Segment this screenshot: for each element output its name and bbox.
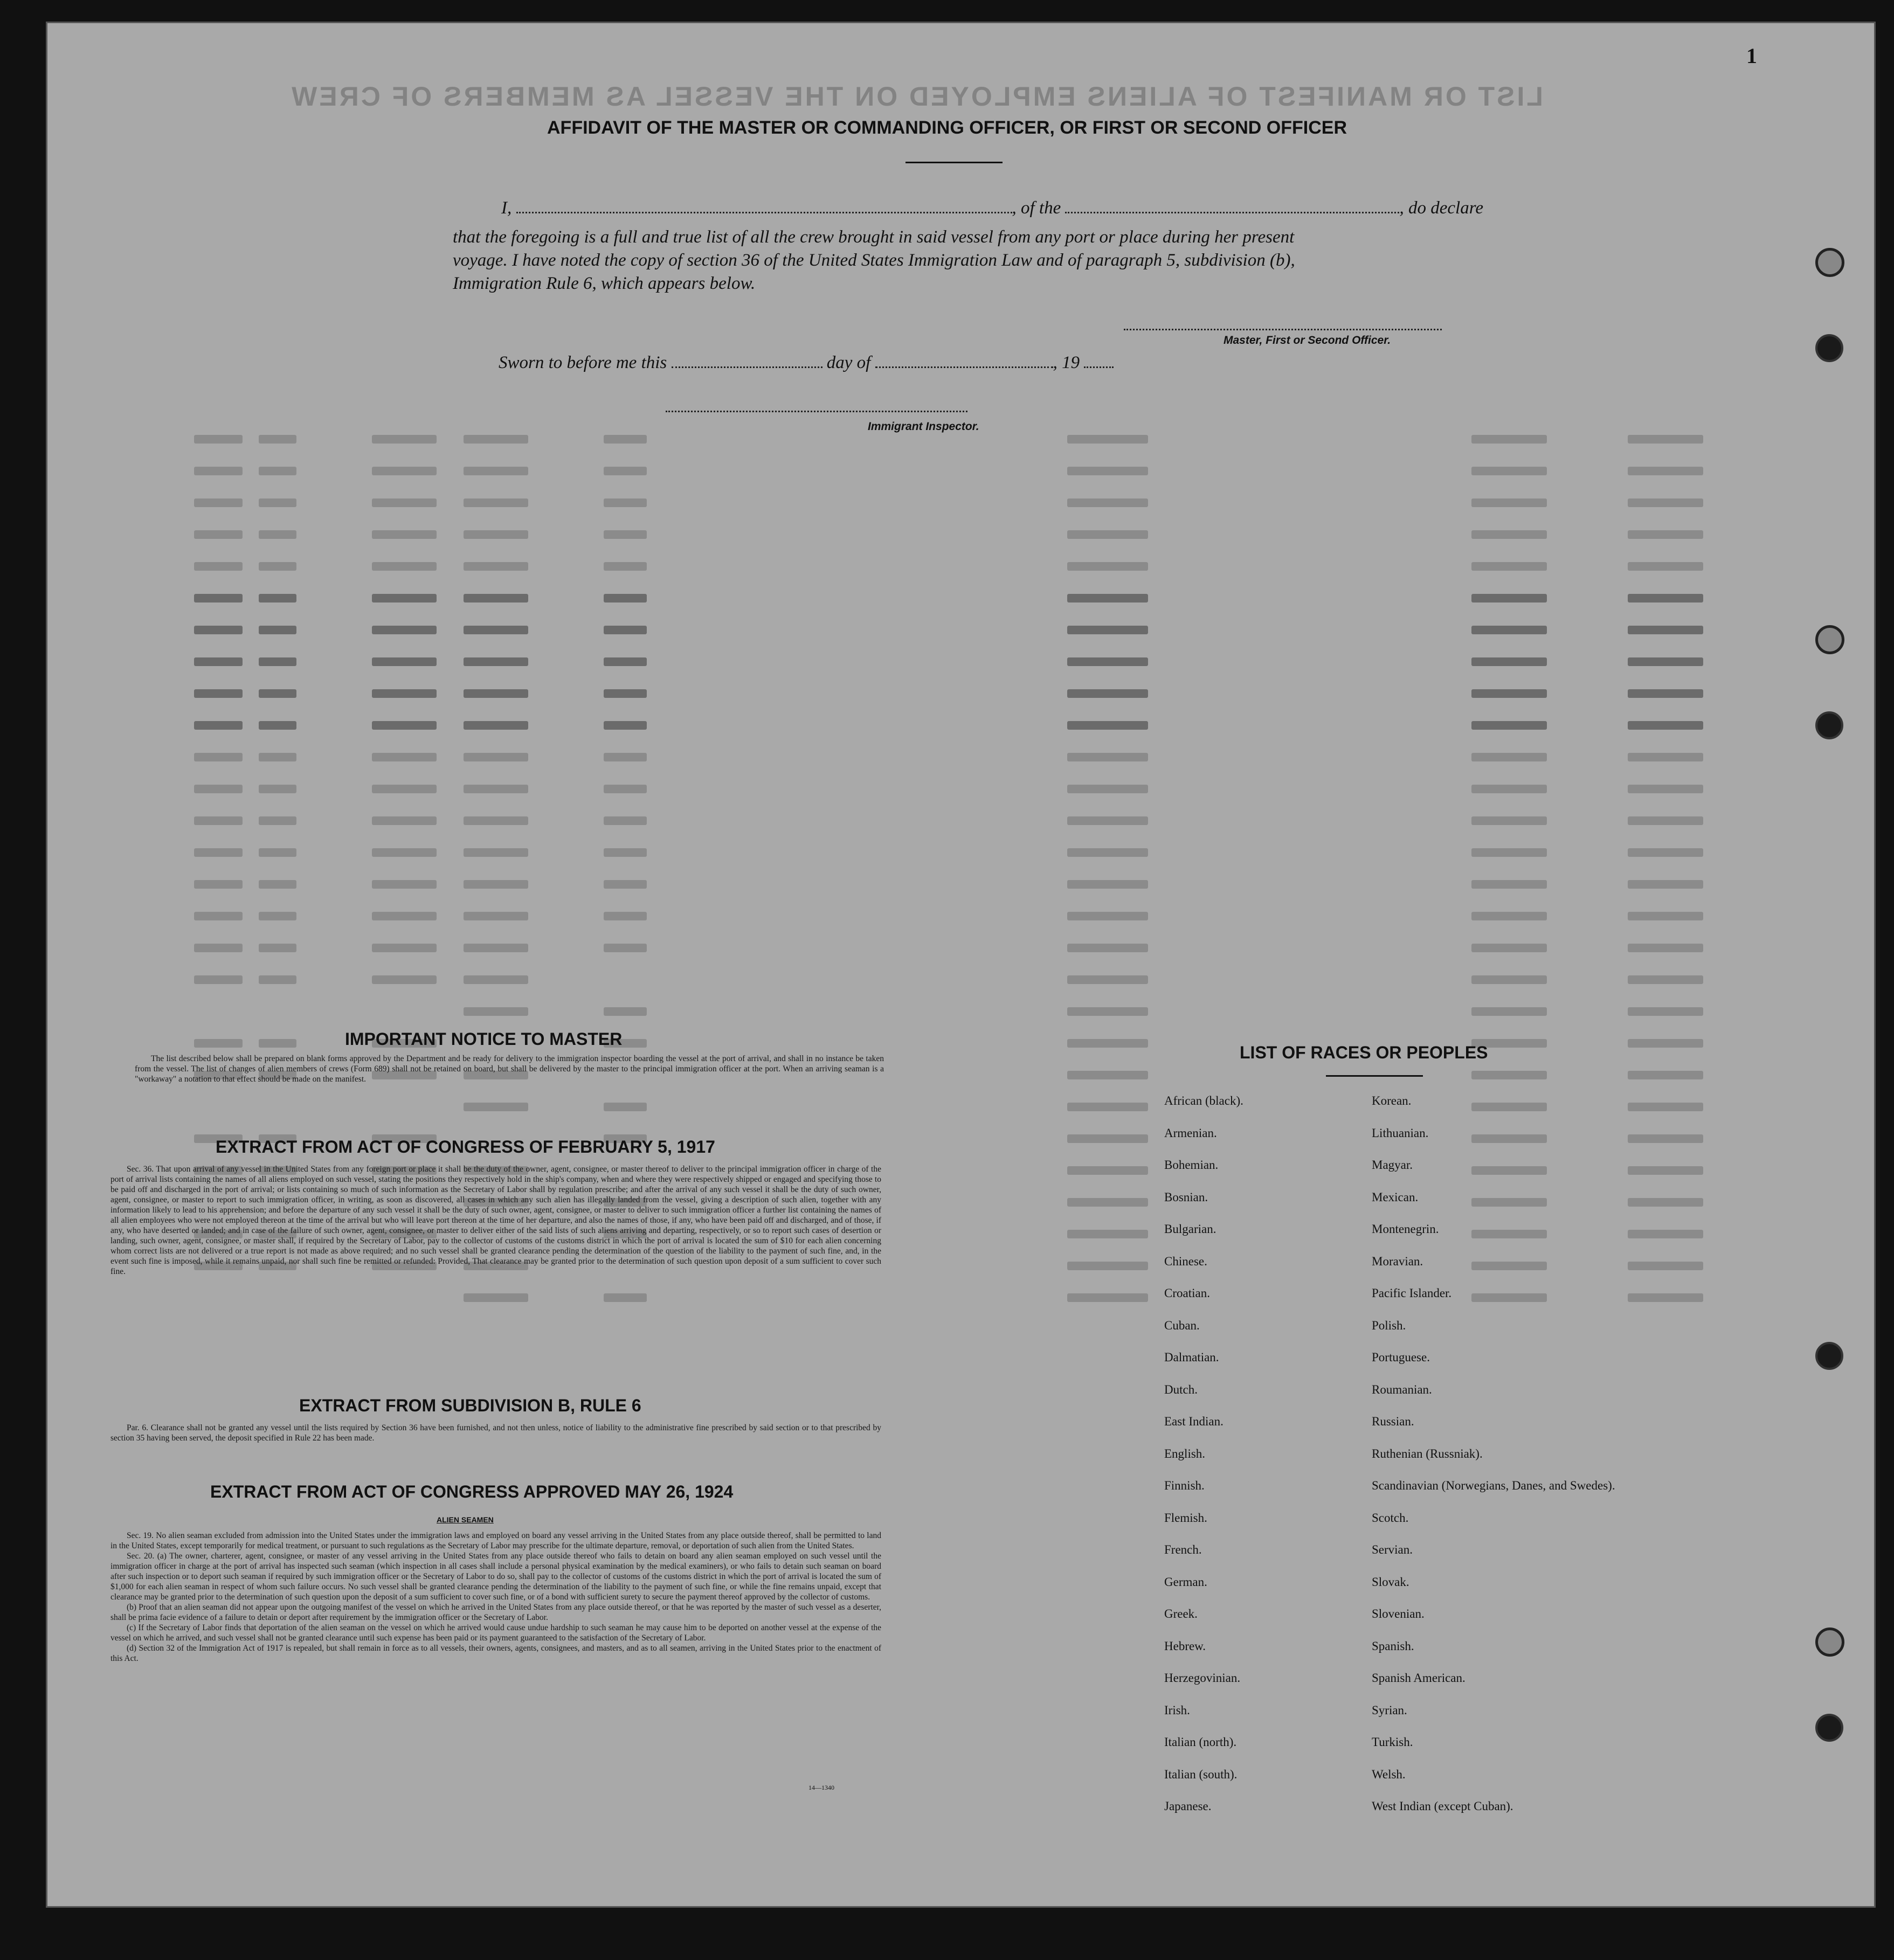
bleed-through-mark [259, 753, 296, 761]
race-entry: Montenegrin. [1372, 1222, 1439, 1236]
bleed-through-mark [259, 785, 296, 793]
bleed-through-mark [1067, 498, 1148, 507]
bleed-through-mark [604, 689, 647, 698]
bleed-through-mark [1067, 1262, 1148, 1270]
bleed-through-mark [604, 721, 647, 730]
bleed-through-mark [259, 816, 296, 825]
bleed-through-mark [1067, 944, 1148, 952]
bleed-through-mark [464, 626, 528, 634]
race-entry: Bosnian. [1164, 1190, 1208, 1204]
extract-rule6-heading: EXTRACT FROM SUBDIVISION B, RULE 6 [299, 1396, 641, 1415]
bleed-through-mark [1628, 562, 1703, 571]
bleed-through-mark [464, 435, 528, 444]
bleed-through-mark [604, 1293, 647, 1302]
race-entry: Bohemian. [1164, 1158, 1219, 1172]
page-number: 1 [1746, 44, 1757, 68]
signature-blank [1124, 329, 1442, 331]
bleed-through-mark [1471, 498, 1547, 507]
declarant-name-blank [516, 199, 1012, 213]
race-entry: Servian. [1372, 1543, 1413, 1556]
bleed-through-mark [1628, 785, 1703, 793]
affidavit-line-4: Immigration Rule 6, which appears below. [453, 274, 756, 293]
bleed-through-mark [464, 721, 528, 730]
bleed-through-mark [1471, 594, 1547, 602]
bleed-through-mark [194, 753, 243, 761]
extract-1924-heading: EXTRACT FROM ACT OF CONGRESS APPROVED MAY 26, 1924 [210, 1482, 734, 1501]
race-entry: Portuguese. [1372, 1350, 1430, 1364]
bleed-through-mark [372, 848, 437, 857]
race-entry: Scandinavian (Norwegians, Danes, and Swedes). [1372, 1479, 1615, 1492]
bleed-through-mark [194, 721, 243, 730]
race-entry: Polish. [1372, 1318, 1406, 1332]
bleed-through-mark [194, 880, 243, 889]
sec20b-text: (b) Proof that an alien seaman did not appear upon the outgoing manifest of the vessel on which he arrived in the United States from any place outside thereof, or that he was reported by the master of such vessel as a deserter, shall be prima facie evidence of a failure to detain or deport after requirement by the immigration officer or the Secretary of Labor. [110, 1603, 881, 1622]
bleed-through-mark [1628, 467, 1703, 475]
inspector-blank [666, 411, 967, 413]
race-entry: Moravian. [1372, 1254, 1423, 1268]
bleed-through-mark [1471, 880, 1547, 889]
race-entry: Turkish. [1372, 1735, 1413, 1749]
extract-rule6-text: Par. 6. Clearance shall not be granted any vessel until the lists required by Section 36 have been furnished, and not then unless, notice of liability to the administrative fine prescribed by said section or to that prescribed by section 35 having been served, the deposit specified in Rule 22 has been made. [110, 1423, 881, 1443]
bleed-through-mark [464, 594, 528, 602]
bleed-through-mark [1067, 975, 1148, 984]
bleed-through-mark [1067, 1134, 1148, 1143]
race-entry: West Indian (except Cuban). [1372, 1799, 1513, 1813]
bleed-through-mark [464, 785, 528, 793]
bleed-through-mark [604, 816, 647, 825]
sworn-line [499, 353, 1114, 373]
race-entry: Japanese. [1164, 1799, 1212, 1813]
bleed-through-mark [604, 562, 647, 571]
affidavit-title: AFFIDAVIT OF THE MASTER OR COMMANDING OFFICER, OR FIRST OR SECOND OFFICER [547, 117, 1347, 138]
race-entry: Lithuanian. [1372, 1126, 1429, 1140]
bleed-through-mark [1067, 785, 1148, 793]
bleed-through-mark [1628, 1039, 1703, 1048]
bleed-through-mark [1628, 626, 1703, 634]
bleed-through-mark [1471, 657, 1547, 666]
bleed-through-mark [372, 467, 437, 475]
race-entry: French. [1164, 1543, 1202, 1556]
affidavit-line-2: that the foregoing is a full and true list of all the crew brought in said vessel from any port or place during her present [453, 227, 1295, 247]
sec20d-text: (d) Section 32 of the Immigration Act of 1917 is repealed, but shall remain in force as to all vessels, their owners, agents, consignees, and masters, and as to all seamen, arriving in the United States prior to the enactment of this Act. [110, 1644, 881, 1663]
signature-label: Master, First or Second Officer. [1224, 334, 1391, 347]
bleed-through-mark [464, 467, 528, 475]
race-entry: Slovak. [1372, 1575, 1409, 1589]
races-title: LIST OF RACES OR PEOPLES [1240, 1043, 1488, 1062]
bleed-through-mark [259, 912, 296, 920]
bleed-through-mark [259, 467, 296, 475]
bleed-through-mark [372, 626, 437, 634]
sworn-text: Sworn to before me this [499, 353, 667, 372]
bleed-through-mark [1628, 1262, 1703, 1270]
race-entry: Syrian. [1372, 1703, 1407, 1717]
bleed-through-mark [194, 689, 243, 698]
bleed-through-mark [259, 435, 296, 444]
bleed-through-mark [1067, 1293, 1148, 1302]
bleed-through-mark [1628, 657, 1703, 666]
bleed-through-mark [1628, 1293, 1703, 1302]
race-entry: Spanish. [1372, 1639, 1414, 1653]
bleed-through-mark [1471, 467, 1547, 475]
bleed-through-mark [372, 657, 437, 666]
bleed-through-mark [604, 594, 647, 602]
race-entry: Welsh. [1372, 1767, 1406, 1781]
bleed-through-mark [1471, 816, 1547, 825]
bleed-through-mark [1067, 657, 1148, 666]
race-entry: Italian (north). [1164, 1735, 1237, 1749]
binder-hole-icon [1815, 1627, 1844, 1657]
affidavit-line-3: voyage. I have noted the copy of section 36 of the United States Immigration Law and of paragraph 5, subdivision (b), [453, 251, 1295, 270]
race-entry: Slovenian. [1372, 1607, 1425, 1620]
race-entry: Cuban. [1164, 1318, 1200, 1332]
binder-hole-icon [1815, 1342, 1843, 1370]
bleed-through-mark [1628, 880, 1703, 889]
race-entry: Roumanian. [1372, 1382, 1432, 1396]
title-rule [905, 162, 1003, 163]
bleed-through-mark [1471, 912, 1547, 920]
bleed-through-mark [1067, 689, 1148, 698]
bleed-through-mark [464, 689, 528, 698]
year-prefix: , 19 [1053, 353, 1080, 372]
bleed-through-mark [1471, 1071, 1547, 1079]
race-entry: Croatian. [1164, 1286, 1210, 1300]
bleed-through-mark [1067, 1071, 1148, 1079]
bleed-through-mark [1628, 753, 1703, 761]
bleed-through-mark [1628, 944, 1703, 952]
bleed-through-mark [1628, 1230, 1703, 1238]
bleed-through-mark [1067, 1198, 1148, 1207]
bleed-through-mark [604, 435, 647, 444]
sec19-text: Sec. 19. No alien seaman excluded from admission into the United States under the immigration laws and employed on board any vessel arriving in the United States from any place outside thereof, shall be permitted to land in the United States, except temporarily for medical treatment, or pursuant to such regulations as the Secretary of Labor may prescribe for the ultimate departure, removal, or deportation of such alien from the United States. [110, 1531, 881, 1550]
bleed-through-mark [259, 975, 296, 984]
race-entry: African (black). [1164, 1094, 1243, 1107]
bleed-through-mark [372, 912, 437, 920]
bleed-through-mark [1628, 848, 1703, 857]
bleed-through-mark [464, 975, 528, 984]
of-the-text: , of the [1012, 198, 1061, 218]
bleed-through-mark [372, 975, 437, 984]
bleed-through-mark [259, 626, 296, 634]
bleed-through-mark [372, 944, 437, 952]
race-entry: Greek. [1164, 1607, 1198, 1620]
bleed-through-mark [604, 530, 647, 539]
bleed-through-mark [259, 848, 296, 857]
bleed-through-mark [1067, 721, 1148, 730]
race-entry: Armenian. [1164, 1126, 1217, 1140]
notice-heading: IMPORTANT NOTICE TO MASTER [345, 1029, 623, 1049]
bleed-through-mark [259, 721, 296, 730]
binder-hole-icon [1815, 711, 1843, 739]
bleed-through-mark [604, 1007, 647, 1016]
bleed-through-mark [372, 498, 437, 507]
bleed-through-mark [1067, 1039, 1148, 1048]
bleed-through-mark [194, 562, 243, 571]
bleed-through-mark [194, 975, 243, 984]
bleed-through-mark [1628, 1198, 1703, 1207]
binder-hole-icon [1815, 625, 1844, 654]
bleed-through-mark [194, 657, 243, 666]
bleed-through-mark [1471, 785, 1547, 793]
bleed-through-mark [1471, 721, 1547, 730]
bleed-through-mark [1067, 594, 1148, 602]
form-number: 14—1340 [808, 1784, 834, 1791]
bleed-through-mark [1628, 435, 1703, 444]
race-entry: Hebrew. [1164, 1639, 1206, 1653]
bleed-through-mark [372, 562, 437, 571]
bleed-through-mark [464, 562, 528, 571]
bleed-through-mark [604, 912, 647, 920]
bleed-through-mark [604, 753, 647, 761]
bleed-through-mark [1628, 1103, 1703, 1111]
race-entry: Pacific Islander. [1372, 1286, 1452, 1300]
bleed-through-mark [1471, 1007, 1547, 1016]
bleed-through-mark [1471, 689, 1547, 698]
bleed-through-mark [464, 657, 528, 666]
bleed-through-mark [1067, 880, 1148, 889]
races-title-rule [1326, 1075, 1423, 1077]
race-entry: East Indian. [1164, 1415, 1224, 1428]
bleed-through-mark [1628, 594, 1703, 602]
binder-hole-icon [1815, 1714, 1843, 1742]
bleed-through-mark [604, 626, 647, 634]
bleed-through-mark [372, 721, 437, 730]
bleed-through-mark [604, 785, 647, 793]
bleed-through-mark [194, 435, 243, 444]
bleed-through-mark [372, 689, 437, 698]
bleed-through-mark [1471, 530, 1547, 539]
bleed-through-mark [194, 498, 243, 507]
bleed-through-mark [194, 912, 243, 920]
bleed-through-mark [1067, 626, 1148, 634]
bleed-through-mark [194, 530, 243, 539]
bleed-through-mark [194, 848, 243, 857]
bleed-through-mark [1471, 753, 1547, 761]
extract-1924-text [110, 1530, 881, 1664]
race-entry: Irish. [1164, 1703, 1190, 1717]
bleed-through-mark [1628, 689, 1703, 698]
bleed-through-mark [1067, 848, 1148, 857]
race-entry: Russian. [1372, 1415, 1414, 1428]
bleed-through-mark [1628, 530, 1703, 539]
bleed-through-mark [1067, 1103, 1148, 1111]
bleed-through-mark [604, 498, 647, 507]
bleed-through-mark [464, 1293, 528, 1302]
bleed-through-mark [194, 594, 243, 602]
bleed-through-mark [1067, 912, 1148, 920]
bleed-through-mark [464, 1103, 528, 1111]
bleed-through-mark [259, 944, 296, 952]
extract-1917-heading: EXTRACT FROM ACT OF CONGRESS OF FEBRUARY 5, 1917 [216, 1137, 715, 1156]
day-of-text: day of [826, 353, 871, 372]
day-blank [672, 354, 822, 368]
bleed-through-mark [1628, 1134, 1703, 1143]
race-entry: English. [1164, 1446, 1206, 1460]
bleed-through-mark [1067, 435, 1148, 444]
bleed-through-mark [1067, 1166, 1148, 1175]
bleed-through-mark [1628, 1166, 1703, 1175]
bleed-through-mark [194, 626, 243, 634]
bleed-through-mark [194, 944, 243, 952]
race-entry: Dalmatian. [1164, 1350, 1219, 1364]
bleed-through-mark [604, 944, 647, 952]
race-entry: Scotch. [1372, 1511, 1409, 1525]
month-blank [875, 354, 1053, 368]
bleed-through-mark [1067, 530, 1148, 539]
bleed-through-mark [259, 562, 296, 571]
bleed-through-mark [464, 944, 528, 952]
bleed-through-mark [372, 816, 437, 825]
bleed-through-mark [1628, 816, 1703, 825]
bleed-through-mark [372, 530, 437, 539]
race-entry: Flemish. [1164, 1511, 1207, 1525]
sec20c-text: (c) If the Secretary of Labor finds that deportation of the alien seaman on the vessel on which he arrived would cause undue hardship to such seaman he may cause him to be deported on another vessel at the expense of the vessel on which he arrived, and such vessel shall not be granted clearance until such expense has been paid or its payment guaranteed to the satisfaction of the Secretary of Labor. [110, 1623, 881, 1643]
extract-1917-text: Sec. 36. That upon arrival of any vessel in the United States from any foreign port or place it shall be the duty of the owner, agent, consignee, or master thereof to deliver to the principal immigration officer in charge of the port of arrival lists containing the names of all aliens employed on such vessel, stating the positions they respectively hold in the ship's company, when and where they were respectively shipped or engaged and specifying those to be paid off and discharged in the port of arrival; or lists containing so much of such information as the Secretary of Labor shall by regulation prescribe; and after the arrival of any such vessel it shall be the duty of such owner, agent, consignee, or master to report to such immigration officer, in writing, as soon as discovered, all cases in which any such alien has illegally landed from the vessel, giving a description of such alien, together with any information likely to lead to his apprehension; and before the departure of any such vessel it shall be the duty of such owner, agent, consignee, or master to deliver to such immigration officer a further list containing the names of all alien employees who were not employed thereon at the time of the arrival but who will leave port thereon at the time of her departure, and also the names of those, if any, who have been paid off and discharged, and of those, if any, who have deserted or landed; and in case of the failure of such owner, agent, consignee, or master to deliver either of the said lists of such aliens arriving and departing, respectively, or so to report such cases of desertion or landing, such owner, agent, consignee, or master shall, if required by the Secretary of Labor, pay to the collector of customs of the customs district in which the port of arrival is located the sum of $10 for each alien concerning whom correct lists are not delivered or a true report is not made as above required; and no such vessel shall be granted clearance pending the determination of the question of the liability to the payment of such fine, and, in the event such fine is imposed, while it remains unpaid, nor shall such fine be remitted or refunded: Provided, That clearance may be granted prior to the determination of such question upon deposit of a sum sufficient to cover such fine. [110, 1165, 881, 1276]
binder-hole-icon [1815, 334, 1843, 362]
sec20a-text: Sec. 20. (a) The owner, charterer, agent, consignee, or master of any vessel arriving in the United States from any place outside thereof who fails to detain on board any alien seaman employed on such vessel until the immigration officer in charge at the port of arrival has inspected such seaman (which inspection in all cases shall include a personal physical examination by the medical examiners), or who fails to detain such seaman on board after such inspection or to deport such seaman if required by such immigration officer or the Secretary of Labor to do so, shall pay to the collector of customs of the customs district in which the port of arrival is located the sum of $1,000 for each alien seaman in respect of whom such failure occurs. No such vessel shall be granted clearance pending the determination of the liability to the payment of such fine, or while the fine remains unpaid, except that clearance may be granted prior to the determination of such question upon the deposit of a sum sufficient to cover such fine, or of a bond with sufficient surety to secure the payment thereof approved by the collector of customs. [110, 1552, 881, 1602]
bleed-through-mark [259, 880, 296, 889]
bleed-through-mark [259, 594, 296, 602]
bleed-through-mark [464, 498, 528, 507]
bleed-through-mark [259, 498, 296, 507]
bleed-through-mark [1067, 753, 1148, 761]
bleed-through-mark [604, 657, 647, 666]
bleed-through-mark [464, 753, 528, 761]
bleed-through-mark [604, 848, 647, 857]
bleed-through-mark [372, 435, 437, 444]
do-declare-text: , do declare [1399, 198, 1483, 218]
bleed-through-mark [604, 467, 647, 475]
bleed-through-mark [1628, 1071, 1703, 1079]
inspector-label: Immigrant Inspector. [868, 420, 979, 433]
affidavit-declaration-line [501, 198, 1483, 218]
bleed-through-mark [1628, 975, 1703, 984]
bleed-through-mark [1628, 498, 1703, 507]
bleed-through-title: LIST OR MANIFEST OF ALIENS EMPLOYED ON THE VESSEL AS MEMBERS OF CREW [289, 81, 1543, 112]
bleed-through-mark [1628, 1007, 1703, 1016]
bleed-through-mark [372, 785, 437, 793]
bleed-through-mark [1471, 435, 1547, 444]
alien-seamen-subheading: ALIEN SEAMEN [437, 1515, 494, 1524]
notice-text: The list described below shall be prepared on blank forms approved by the Department and be ready for delivery to the immigration inspector boarding the vessel at the port of arrival, and shall in no instance be taken from the vessel. The list of changes of alien members of crews (Form 689) shall not be retained on board, but shall be delivered by the master to the principal immigration officer at the port. When an arriving seaman is a "workaway" a notation to that effect should be made on the manifest. [135, 1054, 884, 1084]
bleed-through-mark [1067, 1007, 1148, 1016]
year-blank [1084, 354, 1114, 368]
bleed-through-mark [464, 816, 528, 825]
race-entry: Spanish American. [1372, 1671, 1466, 1685]
bleed-through-mark [372, 594, 437, 602]
race-entry: Ruthenian (Russniak). [1372, 1446, 1483, 1460]
bleed-through-mark [372, 753, 437, 761]
races-right-column [1372, 1094, 1615, 1832]
bleed-through-mark [194, 816, 243, 825]
race-entry: Mexican. [1372, 1190, 1419, 1204]
bleed-through-mark [1471, 944, 1547, 952]
declarant-prefix: I, [501, 198, 512, 218]
bleed-through-mark [1471, 975, 1547, 984]
bleed-through-mark [259, 1039, 296, 1048]
bleed-through-mark [259, 530, 296, 539]
race-entry: Finnish. [1164, 1479, 1205, 1492]
races-left-column [1164, 1094, 1243, 1832]
bleed-through-mark [1628, 912, 1703, 920]
bleed-through-mark [464, 880, 528, 889]
vessel-name-blank [1065, 199, 1399, 213]
bleed-through-mark [1067, 1230, 1148, 1238]
bleed-through-mark [194, 467, 243, 475]
race-entry: Korean. [1372, 1094, 1412, 1107]
bleed-through-mark [1471, 626, 1547, 634]
race-entry: Herzegovinian. [1164, 1671, 1241, 1685]
bleed-through-mark [464, 530, 528, 539]
bleed-through-mark [1471, 562, 1547, 571]
bleed-through-mark [604, 1103, 647, 1111]
race-entry: German. [1164, 1575, 1207, 1589]
bleed-through-mark [464, 1007, 528, 1016]
bleed-through-mark [1067, 562, 1148, 571]
bleed-through-mark [259, 689, 296, 698]
bleed-through-mark [1067, 467, 1148, 475]
bleed-through-mark [259, 657, 296, 666]
race-entry: Italian (south). [1164, 1767, 1238, 1781]
bleed-through-mark [194, 785, 243, 793]
race-entry: Bulgarian. [1164, 1222, 1216, 1236]
race-entry: Magyar. [1372, 1158, 1413, 1172]
bleed-through-mark [1067, 816, 1148, 825]
bleed-through-mark [194, 1039, 243, 1048]
race-entry: Chinese. [1164, 1254, 1207, 1268]
bleed-through-mark [604, 880, 647, 889]
bleed-through-mark [1628, 721, 1703, 730]
race-entry: Dutch. [1164, 1382, 1198, 1396]
bleed-through-mark [464, 912, 528, 920]
bleed-through-mark [372, 880, 437, 889]
binder-hole-icon [1815, 248, 1844, 277]
bleed-through-mark [464, 848, 528, 857]
bleed-through-mark [1471, 848, 1547, 857]
